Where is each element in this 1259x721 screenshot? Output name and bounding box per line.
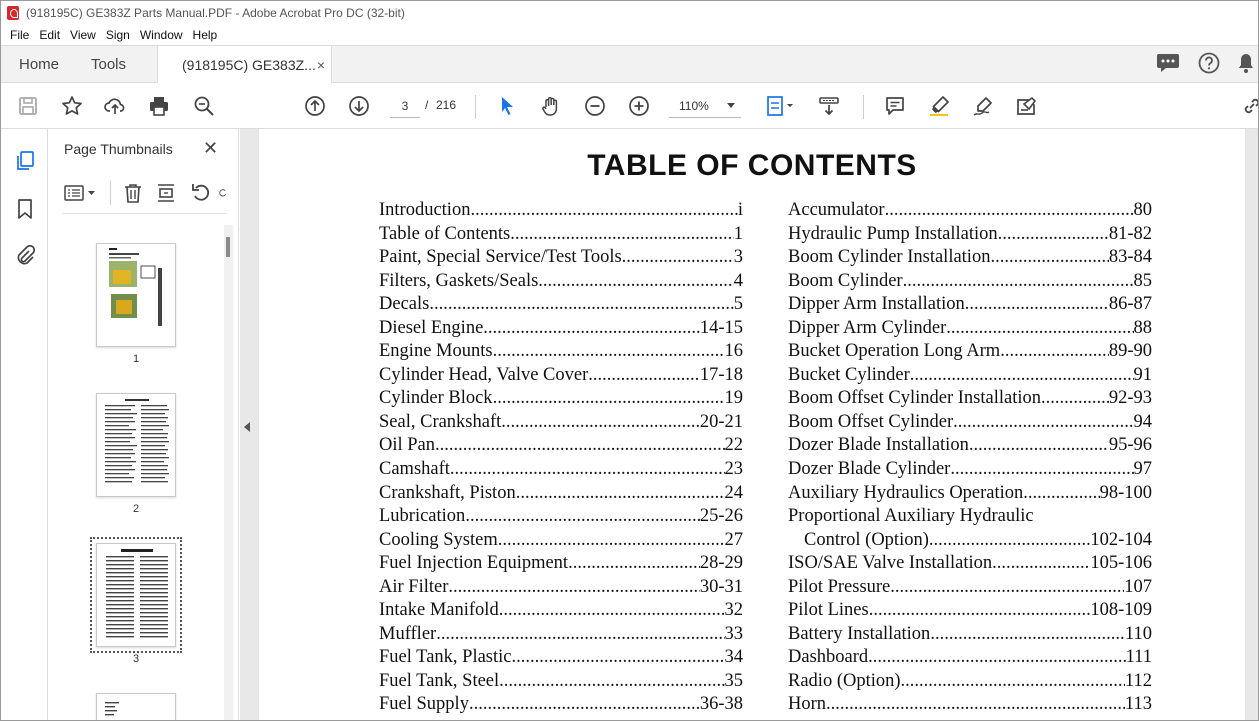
toc-entry-page: 107 bbox=[1124, 576, 1152, 597]
toc-entry[interactable] bbox=[788, 482, 1152, 506]
toc-entry[interactable] bbox=[788, 458, 1152, 482]
total-pages: 216 bbox=[436, 98, 457, 112]
toc-entry[interactable] bbox=[788, 317, 1152, 341]
toc-leader-dots bbox=[450, 458, 725, 482]
toc-entry-page: 81-82 bbox=[1108, 223, 1152, 244]
toc-entry-page: 98-100 bbox=[1099, 482, 1152, 503]
toc-leader-dots bbox=[465, 505, 700, 529]
toc-leader-dots bbox=[588, 364, 700, 388]
toc-leader-dots bbox=[483, 317, 700, 341]
toc-leader-dots bbox=[516, 482, 725, 506]
toc-entry-title: Control (Option) bbox=[804, 529, 929, 550]
toc-entry[interactable] bbox=[379, 317, 743, 341]
more-tools-icon[interactable] bbox=[218, 181, 228, 205]
page-fit-icon[interactable] bbox=[763, 93, 799, 119]
toc-entry-page: 35 bbox=[724, 670, 743, 691]
toc-leader-dots bbox=[953, 411, 1133, 435]
toc-right-column bbox=[788, 199, 1152, 717]
toc-entry-page: 20-21 bbox=[699, 411, 743, 432]
toc-entry[interactable] bbox=[788, 340, 1152, 364]
comment-bubble-icon[interactable] bbox=[1156, 52, 1180, 77]
menu-window[interactable]: Window bbox=[139, 28, 183, 42]
toc-entry-title: Diesel Engine bbox=[379, 317, 484, 338]
toc-entry-title: Intake Manifold bbox=[379, 600, 499, 621]
toolbar-divider bbox=[863, 95, 864, 119]
toc-leader-dots bbox=[501, 411, 700, 435]
toc-entry[interactable] bbox=[379, 340, 743, 364]
menu-help[interactable]: Help bbox=[192, 28, 218, 42]
chevron-down-icon bbox=[727, 103, 735, 108]
toc-leader-dots bbox=[965, 293, 1109, 317]
pdf-page bbox=[259, 129, 1245, 721]
window-title: (918195C) GE383Z Parts Manual.PDF - Adobe Acrobat Pro DC (32-bit) bbox=[26, 6, 405, 20]
zoom-level-dropdown[interactable] bbox=[669, 94, 741, 118]
toc-entry[interactable] bbox=[788, 434, 1152, 458]
toc-entry-page: 83-84 bbox=[1108, 247, 1152, 268]
manual-cover-image bbox=[97, 244, 176, 347]
toc-entry-page: 23 bbox=[724, 459, 743, 480]
toc-entry-title: Boom Cylinder Installation bbox=[788, 247, 991, 268]
toc-entry-page: 112 bbox=[1124, 670, 1152, 691]
toc-entry[interactable] bbox=[788, 670, 1152, 694]
toc-leader-dots bbox=[946, 317, 1133, 341]
toc-entry[interactable] bbox=[788, 364, 1152, 388]
toc-entry-page: 1 bbox=[733, 223, 743, 244]
toc-left-column bbox=[379, 199, 743, 717]
toc-entry-title: Fuel Supply bbox=[379, 694, 469, 715]
toc-entry-title: Dozer Blade Installation bbox=[788, 435, 969, 456]
toc-entry-title: Fuel Tank, Steel bbox=[379, 670, 500, 691]
toc-entry-page: 16 bbox=[724, 341, 743, 362]
thumbnail-page-number: 3 bbox=[132, 653, 140, 665]
toc-entry-page: 27 bbox=[724, 529, 743, 550]
comment-icon[interactable] bbox=[882, 93, 908, 119]
toc-leader-dots bbox=[901, 670, 1125, 694]
toc-entry-title: Introduction bbox=[379, 200, 471, 220]
toc-entry[interactable] bbox=[379, 387, 743, 411]
toc-entry[interactable] bbox=[379, 270, 743, 294]
toc-entry-title: Pilot Pressure bbox=[788, 576, 891, 597]
toc-entry[interactable] bbox=[788, 693, 1152, 717]
toc-entry[interactable] bbox=[379, 529, 743, 553]
toc-entry[interactable] bbox=[379, 434, 743, 458]
toc-leader-dots bbox=[469, 693, 700, 717]
panel-divider bbox=[110, 181, 111, 205]
toc-leader-dots bbox=[511, 646, 724, 670]
toc-leader-dots bbox=[429, 293, 733, 317]
toc-leader-dots bbox=[950, 458, 1133, 482]
toc-entry-page: 24 bbox=[724, 482, 743, 503]
toc-entry-title: Filters, Gaskets/Seals bbox=[379, 270, 539, 291]
thumbnail-page-number: 2 bbox=[132, 503, 140, 515]
previous-page-icon[interactable] bbox=[302, 93, 328, 119]
help-icon[interactable] bbox=[1198, 52, 1220, 77]
text-page-preview bbox=[97, 694, 176, 721]
page-thumbnail[interactable] bbox=[96, 243, 176, 347]
toc-entry[interactable] bbox=[788, 293, 1152, 317]
toc-leader-dots bbox=[910, 364, 1134, 388]
toc-leader-dots bbox=[493, 387, 725, 411]
toc-leader-dots bbox=[499, 670, 724, 694]
toc-entry-title: Fuel Injection Equipment bbox=[379, 553, 569, 574]
toc-entry-title: Paint, Special Service/Test Tools bbox=[379, 247, 622, 268]
tab-bar bbox=[1, 45, 1258, 83]
toc-leader-dots bbox=[568, 552, 700, 576]
toc-entry-page: 97 bbox=[1133, 459, 1152, 480]
toc-entry-page: 95-96 bbox=[1108, 435, 1152, 456]
redact-stamp-icon[interactable] bbox=[1013, 93, 1039, 119]
toc-leader-dots bbox=[1041, 387, 1109, 411]
toc-entry-page: 110 bbox=[1124, 623, 1152, 644]
toc-entry-title: Cylinder Head, Valve Cover bbox=[379, 364, 589, 385]
scroll-mode-icon[interactable] bbox=[816, 93, 842, 119]
toc-entry-title: Lubrication bbox=[379, 506, 466, 527]
page-thumbnail[interactable] bbox=[96, 693, 176, 721]
toc-entry[interactable] bbox=[788, 246, 1152, 270]
thumbnail-list bbox=[48, 225, 226, 721]
toc-entry[interactable] bbox=[788, 576, 1152, 600]
toc-entry-page: 25-26 bbox=[699, 506, 743, 527]
toc-entry[interactable] bbox=[379, 693, 743, 717]
menu-edit[interactable]: Edit bbox=[39, 28, 61, 42]
toc-page-preview bbox=[97, 544, 176, 647]
toc-entry[interactable] bbox=[379, 223, 743, 247]
toc-leader-dots bbox=[510, 223, 733, 247]
toc-entry-title: Boom Cylinder bbox=[788, 270, 903, 291]
bookmark-star-icon[interactable] bbox=[59, 93, 85, 119]
toc-entry[interactable] bbox=[379, 505, 743, 529]
toc-leader-dots bbox=[868, 646, 1125, 670]
toc-leader-dots bbox=[436, 623, 724, 647]
toc-entry-title: Muffler bbox=[379, 623, 437, 644]
toc-entry-page: 32 bbox=[724, 600, 743, 621]
delete-trash-icon[interactable] bbox=[121, 181, 145, 205]
extract-pages-icon[interactable] bbox=[154, 181, 178, 205]
toc-entry-title: Camshaft bbox=[379, 459, 450, 480]
toc-leader-dots bbox=[885, 199, 1134, 223]
toc-entry-title: Hydraulic Pump Installation bbox=[788, 223, 998, 244]
next-page-icon[interactable] bbox=[346, 93, 372, 119]
toc-entry[interactable] bbox=[788, 199, 1152, 223]
toc-entry-title: Battery Installation bbox=[788, 623, 931, 644]
toc-entry-page: 92-93 bbox=[1108, 388, 1152, 409]
toc-entry-title: Pilot Lines bbox=[788, 600, 869, 621]
toolbar-divider bbox=[475, 95, 476, 119]
toc-entry-title: Dashboard bbox=[788, 647, 869, 668]
print-icon[interactable] bbox=[146, 93, 172, 119]
toc-entry[interactable] bbox=[379, 293, 743, 317]
toc-entry[interactable] bbox=[788, 646, 1152, 670]
close-panel-icon[interactable]: ✕ bbox=[203, 138, 219, 158]
zoom-level-value: 110% bbox=[679, 98, 709, 113]
toc-entry-title: Boom Offset Cylinder bbox=[788, 411, 954, 432]
toc-leader-dots bbox=[499, 599, 725, 623]
acrobat-logo-icon bbox=[7, 6, 19, 20]
select-cursor-icon[interactable] bbox=[494, 93, 520, 119]
toc-entry-page: 3 bbox=[733, 247, 743, 268]
scrollbar-thumb[interactable] bbox=[226, 237, 230, 257]
toc-entry-page: 17-18 bbox=[699, 364, 743, 385]
bookmarks-icon[interactable] bbox=[13, 197, 37, 221]
toc-entry-title: Crankshaft, Piston bbox=[379, 482, 516, 503]
toc-entry-page: 111 bbox=[1125, 647, 1152, 668]
current-page-input[interactable] bbox=[390, 94, 420, 118]
toc-leader-dots bbox=[622, 246, 734, 270]
toc-entry[interactable] bbox=[788, 623, 1152, 647]
toc-entry-page: 14-15 bbox=[699, 317, 743, 338]
text-page-preview bbox=[97, 394, 176, 497]
toc-entry-title: Air Filter bbox=[379, 576, 449, 597]
toc-entry-page: 113 bbox=[1124, 694, 1152, 715]
thumbnail-scrollbar[interactable] bbox=[224, 225, 233, 721]
toc-entry-page: 94 bbox=[1133, 411, 1152, 432]
toc-entry[interactable] bbox=[379, 576, 743, 600]
toc-entry-title: Seal, Crankshaft bbox=[379, 411, 502, 432]
toc-entry-page: 34 bbox=[724, 647, 743, 668]
rotate-page-icon[interactable] bbox=[189, 181, 213, 205]
toc-leader-dots bbox=[990, 246, 1108, 270]
toc-entry[interactable] bbox=[379, 646, 743, 670]
hand-tool-icon[interactable] bbox=[538, 93, 564, 119]
toc-entry-title: Bucket Cylinder bbox=[788, 364, 910, 385]
toc-leader-dots bbox=[498, 529, 725, 553]
page-separator: / bbox=[425, 98, 429, 112]
toc-entry-title: Horn bbox=[788, 694, 827, 715]
panel-title: Page Thumbnails bbox=[64, 141, 173, 157]
save-icon[interactable] bbox=[15, 93, 41, 119]
toc-entry-page: i bbox=[737, 200, 743, 220]
tab-bar-right-icons bbox=[1156, 46, 1258, 83]
close-tab-icon[interactable]: × bbox=[316, 57, 325, 73]
toc-leader-dots bbox=[998, 223, 1109, 247]
toc-entry[interactable] bbox=[788, 270, 1152, 294]
toc-entry-title: Dipper Arm Cylinder bbox=[788, 317, 947, 338]
toc-leader-dots bbox=[538, 270, 733, 294]
toc-entry[interactable] bbox=[379, 458, 743, 482]
toc-leader-dots bbox=[435, 434, 724, 458]
menu-view[interactable]: View bbox=[70, 28, 96, 42]
share-link-icon[interactable] bbox=[1239, 93, 1259, 119]
collapse-panel-arrow-icon[interactable] bbox=[241, 419, 253, 435]
options-menu-icon[interactable] bbox=[64, 181, 98, 205]
toc-entry-title: Proportional Auxiliary Hydraulic bbox=[788, 506, 1034, 527]
toc-entry-page: 33 bbox=[724, 623, 743, 644]
menu-file[interactable]: File bbox=[10, 28, 30, 42]
upload-cloud-icon[interactable] bbox=[102, 93, 128, 119]
toc-leader-dots bbox=[890, 576, 1124, 600]
sign-pen-icon[interactable] bbox=[970, 93, 996, 119]
toc-entry-page: 108-109 bbox=[1090, 600, 1152, 621]
toc-entry[interactable] bbox=[788, 529, 1152, 553]
toc-entry-title: Decals bbox=[379, 294, 430, 315]
toc-entry[interactable] bbox=[379, 670, 743, 694]
toc-entry-title: Cylinder Block bbox=[379, 388, 493, 409]
page-thumbnails-icon[interactable] bbox=[13, 149, 37, 173]
tab-home[interactable]: Home bbox=[19, 56, 60, 73]
toc-entry-page: 30-31 bbox=[699, 576, 743, 597]
page-thumbnail[interactable] bbox=[96, 393, 176, 497]
toc-entry-page: 4 bbox=[733, 270, 743, 291]
toc-entry-title: Auxiliary Hydraulics Operation bbox=[788, 482, 1024, 503]
toc-leader-dots bbox=[930, 623, 1125, 647]
page-heading: TABLE OF CONTENTS bbox=[587, 149, 917, 182]
toc-entry-page: 80 bbox=[1133, 200, 1152, 220]
toc-entry[interactable] bbox=[379, 552, 743, 576]
title-bar bbox=[1, 1, 1258, 25]
toc-entry-title: Fuel Tank, Plastic bbox=[379, 647, 512, 668]
zoom-out-icon[interactable] bbox=[582, 93, 608, 119]
tab-tools[interactable]: Tools bbox=[91, 56, 127, 73]
attachments-paperclip-icon[interactable] bbox=[13, 243, 37, 267]
toc-leader-dots bbox=[992, 552, 1090, 576]
thumbnail-panel-toolbar bbox=[48, 173, 239, 211]
toc-entry-page: 5 bbox=[733, 294, 743, 315]
toc-entry-page: 22 bbox=[724, 435, 743, 456]
zoom-in-icon[interactable] bbox=[626, 93, 652, 119]
toc-leader-dots bbox=[929, 529, 1090, 553]
left-navigation-rail bbox=[1, 129, 48, 721]
toc-entry[interactable] bbox=[379, 411, 743, 435]
toc-entry-title: Table of Contents bbox=[379, 223, 511, 244]
toc-entry-title: Accumulator bbox=[788, 200, 885, 220]
toc-entry-page: 89-90 bbox=[1108, 341, 1152, 362]
toc-entry-page: 36-38 bbox=[699, 694, 743, 715]
toc-entry[interactable] bbox=[788, 552, 1152, 576]
toc-leader-dots bbox=[869, 599, 1091, 623]
menu-bar bbox=[1, 25, 1258, 45]
highlight-pen-icon[interactable] bbox=[926, 93, 952, 119]
menu-sign[interactable]: Sign bbox=[105, 28, 130, 42]
page-thumbnail-selected[interactable] bbox=[96, 543, 176, 647]
toc-entry-title: Radio (Option) bbox=[788, 670, 901, 691]
page-thumbnails-panel bbox=[48, 129, 239, 721]
toc-entry-title: Dipper Arm Installation bbox=[788, 294, 965, 315]
toc-entry-title: Dozer Blade Cylinder bbox=[788, 459, 951, 480]
toc-entry[interactable] bbox=[788, 599, 1152, 623]
toc-entry[interactable] bbox=[788, 223, 1152, 247]
toc-leader-dots bbox=[826, 693, 1125, 717]
toc-entry-page: 19 bbox=[724, 388, 743, 409]
panel-divider bbox=[62, 213, 227, 214]
toc-leader-dots bbox=[493, 340, 725, 364]
toc-entry-title: Boom Offset Cylinder Installation bbox=[788, 388, 1041, 409]
toc-entry[interactable] bbox=[379, 246, 743, 270]
toc-entry-page: 28-29 bbox=[699, 553, 743, 574]
toc-entry-page: 85 bbox=[1133, 270, 1152, 291]
toc-entry-page: 86-87 bbox=[1108, 294, 1152, 315]
toc-entry-page: 102-104 bbox=[1090, 529, 1152, 550]
toc-entry[interactable] bbox=[379, 364, 743, 388]
toc-entry-title: Engine Mounts bbox=[379, 341, 493, 362]
toc-entry[interactable] bbox=[788, 505, 1152, 529]
toc-entry[interactable] bbox=[379, 623, 743, 647]
toc-leader-dots bbox=[903, 270, 1134, 294]
toc-leader-dots bbox=[470, 199, 737, 223]
toc-entry-page: 91 bbox=[1133, 364, 1152, 385]
toc-leader-dots bbox=[448, 576, 699, 600]
toc-leader-dots bbox=[1000, 340, 1109, 364]
toc-entry-title: Oil Pan bbox=[379, 435, 436, 456]
tab-document[interactable] bbox=[157, 46, 332, 84]
toc-entry-page: 105-106 bbox=[1090, 553, 1152, 574]
toc-entry-page: 88 bbox=[1133, 317, 1152, 338]
notification-bell-icon[interactable] bbox=[1238, 52, 1254, 77]
toc-entry[interactable] bbox=[788, 387, 1152, 411]
toc-entry-title: Bucket Operation Long Arm bbox=[788, 341, 1001, 362]
toc-entry[interactable] bbox=[379, 482, 743, 506]
toc-leader-dots bbox=[969, 434, 1109, 458]
toc-leader-dots bbox=[1023, 482, 1099, 506]
toc-entry-title: Cooling System bbox=[379, 529, 498, 550]
main-toolbar bbox=[1, 83, 1258, 129]
toc-entry-title: ISO/SAE Valve Installation bbox=[788, 553, 993, 574]
thumbnail-page-number: 1 bbox=[132, 353, 140, 365]
zoom-search-icon[interactable] bbox=[191, 93, 217, 119]
document-viewport[interactable] bbox=[240, 129, 1258, 721]
toc-entry[interactable] bbox=[379, 599, 743, 623]
toc-entry[interactable] bbox=[379, 199, 743, 223]
tab-document-label: (918195C) GE383Z... bbox=[182, 57, 316, 73]
toc-entry[interactable] bbox=[788, 411, 1152, 435]
